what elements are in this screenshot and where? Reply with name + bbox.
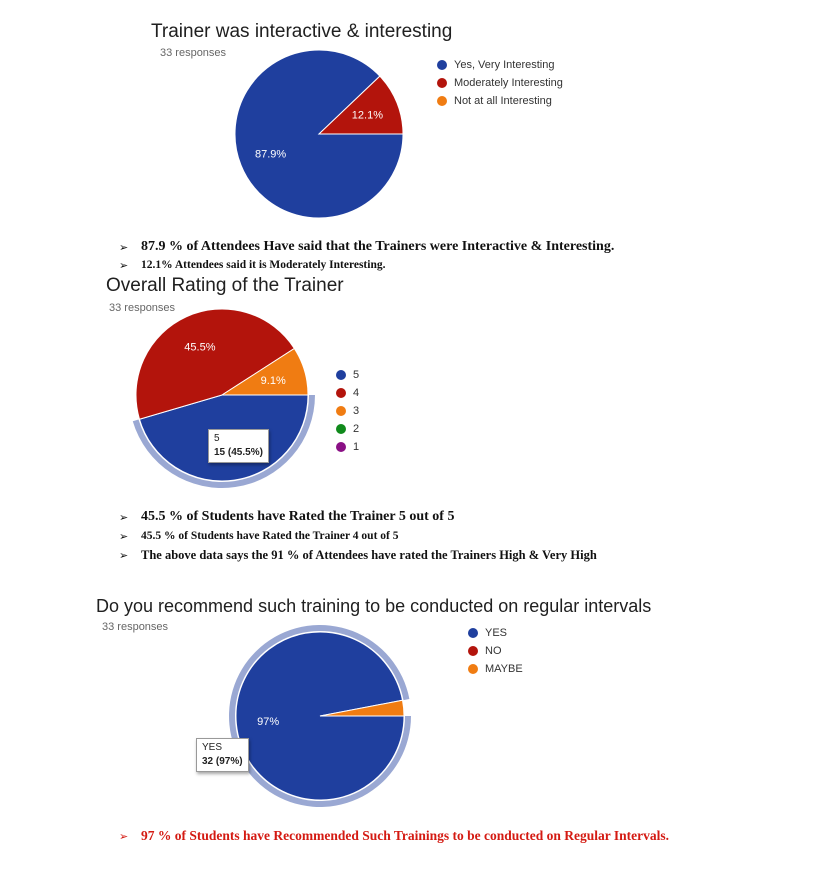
tooltip-value: 15 (45.5%)	[214, 447, 263, 458]
legend-item[interactable]	[468, 624, 523, 642]
arrow-icon: ➢	[119, 529, 129, 543]
legend-swatch	[468, 664, 478, 674]
note-item	[119, 238, 614, 256]
chart1-responses: 33 responses	[160, 47, 227, 59]
note-text: 12.1% Attendees said it is Moderately Interesting.	[141, 259, 386, 271]
legend-label: Yes, Very Interesting	[454, 59, 555, 71]
legend-label: 3	[353, 405, 360, 417]
chart3-title: Do you recommend such training to be conducted on regular intervals	[96, 596, 652, 616]
tooltip-value: 32 (97%)	[202, 756, 243, 767]
legend-swatch	[336, 442, 346, 452]
legend-swatch	[336, 424, 346, 434]
legend-swatch	[468, 646, 478, 656]
legend-swatch	[437, 60, 447, 70]
arrow-icon: ➢	[119, 510, 129, 524]
legend-swatch	[437, 78, 447, 88]
slice-label: 97%	[257, 715, 280, 728]
legend-label: 4	[353, 387, 360, 399]
arrow-icon: ➢	[119, 548, 129, 562]
legend-label: 5	[353, 369, 360, 381]
slice-label: 9.1%	[260, 375, 286, 387]
legend-label: Not at all Interesting	[454, 95, 552, 107]
chart3-responses: 33 responses	[102, 621, 169, 633]
legend-label: MAYBE	[485, 663, 523, 675]
legend-item[interactable]	[437, 92, 563, 110]
legend-item[interactable]	[336, 366, 359, 384]
legend-item[interactable]	[336, 402, 359, 420]
legend-label: Moderately Interesting	[454, 77, 563, 89]
legend-item[interactable]	[437, 56, 563, 74]
legend-label: 1	[353, 441, 360, 453]
legend-label: 2	[353, 423, 360, 435]
chart2-title: Overall Rating of the Trainer	[106, 275, 344, 296]
note-text: 45.5 % of Students have Rated the Trainer 4 out of 5	[141, 530, 399, 542]
legend-swatch	[336, 406, 346, 416]
tooltip-label: 5	[214, 433, 220, 444]
legend-swatch	[437, 96, 447, 106]
chart2-notes	[119, 507, 597, 565]
note-text: 97 % of Students have Recommended Such Trainings to be conducted on Regular Intervals.	[141, 828, 670, 843]
legend-swatch	[336, 370, 346, 380]
chart1-legend	[437, 56, 563, 110]
legend-swatch	[336, 388, 346, 398]
chart3-tooltip	[196, 738, 249, 772]
note-item	[119, 826, 669, 846]
chart2-responses: 33 responses	[109, 302, 176, 314]
legend-item[interactable]	[468, 642, 523, 660]
chart3-notes	[119, 826, 669, 846]
chart1-pie	[0, 0, 830, 260]
legend-label: YES	[485, 627, 508, 639]
slice-label: 45.5%	[184, 341, 216, 354]
note-item	[119, 527, 597, 545]
arrow-icon: ➢	[119, 829, 129, 843]
legend-item[interactable]	[336, 420, 359, 438]
legend-item[interactable]	[468, 660, 523, 678]
note-text: The above data says the 91 % of Attendees have rated the Trainers High & Very High	[141, 547, 597, 562]
legend-item[interactable]	[437, 74, 563, 92]
chart2-tooltip	[208, 429, 269, 463]
arrow-icon: ➢	[119, 258, 129, 272]
chart3-legend	[468, 624, 523, 678]
chart1-title: Trainer was interactive & interesting	[151, 21, 453, 42]
slice-label: 87.9%	[254, 148, 287, 161]
legend-label: NO	[485, 645, 502, 657]
note-text: 45.5 % of Students have Rated the Trainer 5 out of 5	[141, 509, 455, 524]
arrow-icon: ➢	[119, 240, 129, 254]
chart2-pie	[0, 260, 830, 500]
slice-label: 12.1%	[351, 109, 384, 122]
chart2-legend	[336, 366, 359, 456]
legend-item[interactable]	[336, 438, 359, 456]
tooltip-label: YES	[202, 742, 223, 753]
legend-item[interactable]	[336, 384, 359, 402]
legend-swatch	[468, 628, 478, 638]
chart3-pie	[0, 560, 830, 840]
note-item	[119, 507, 597, 527]
note-text: 87.9 % of Attendees Have said that the Trainers were Interactive & Interesting.	[141, 239, 615, 254]
